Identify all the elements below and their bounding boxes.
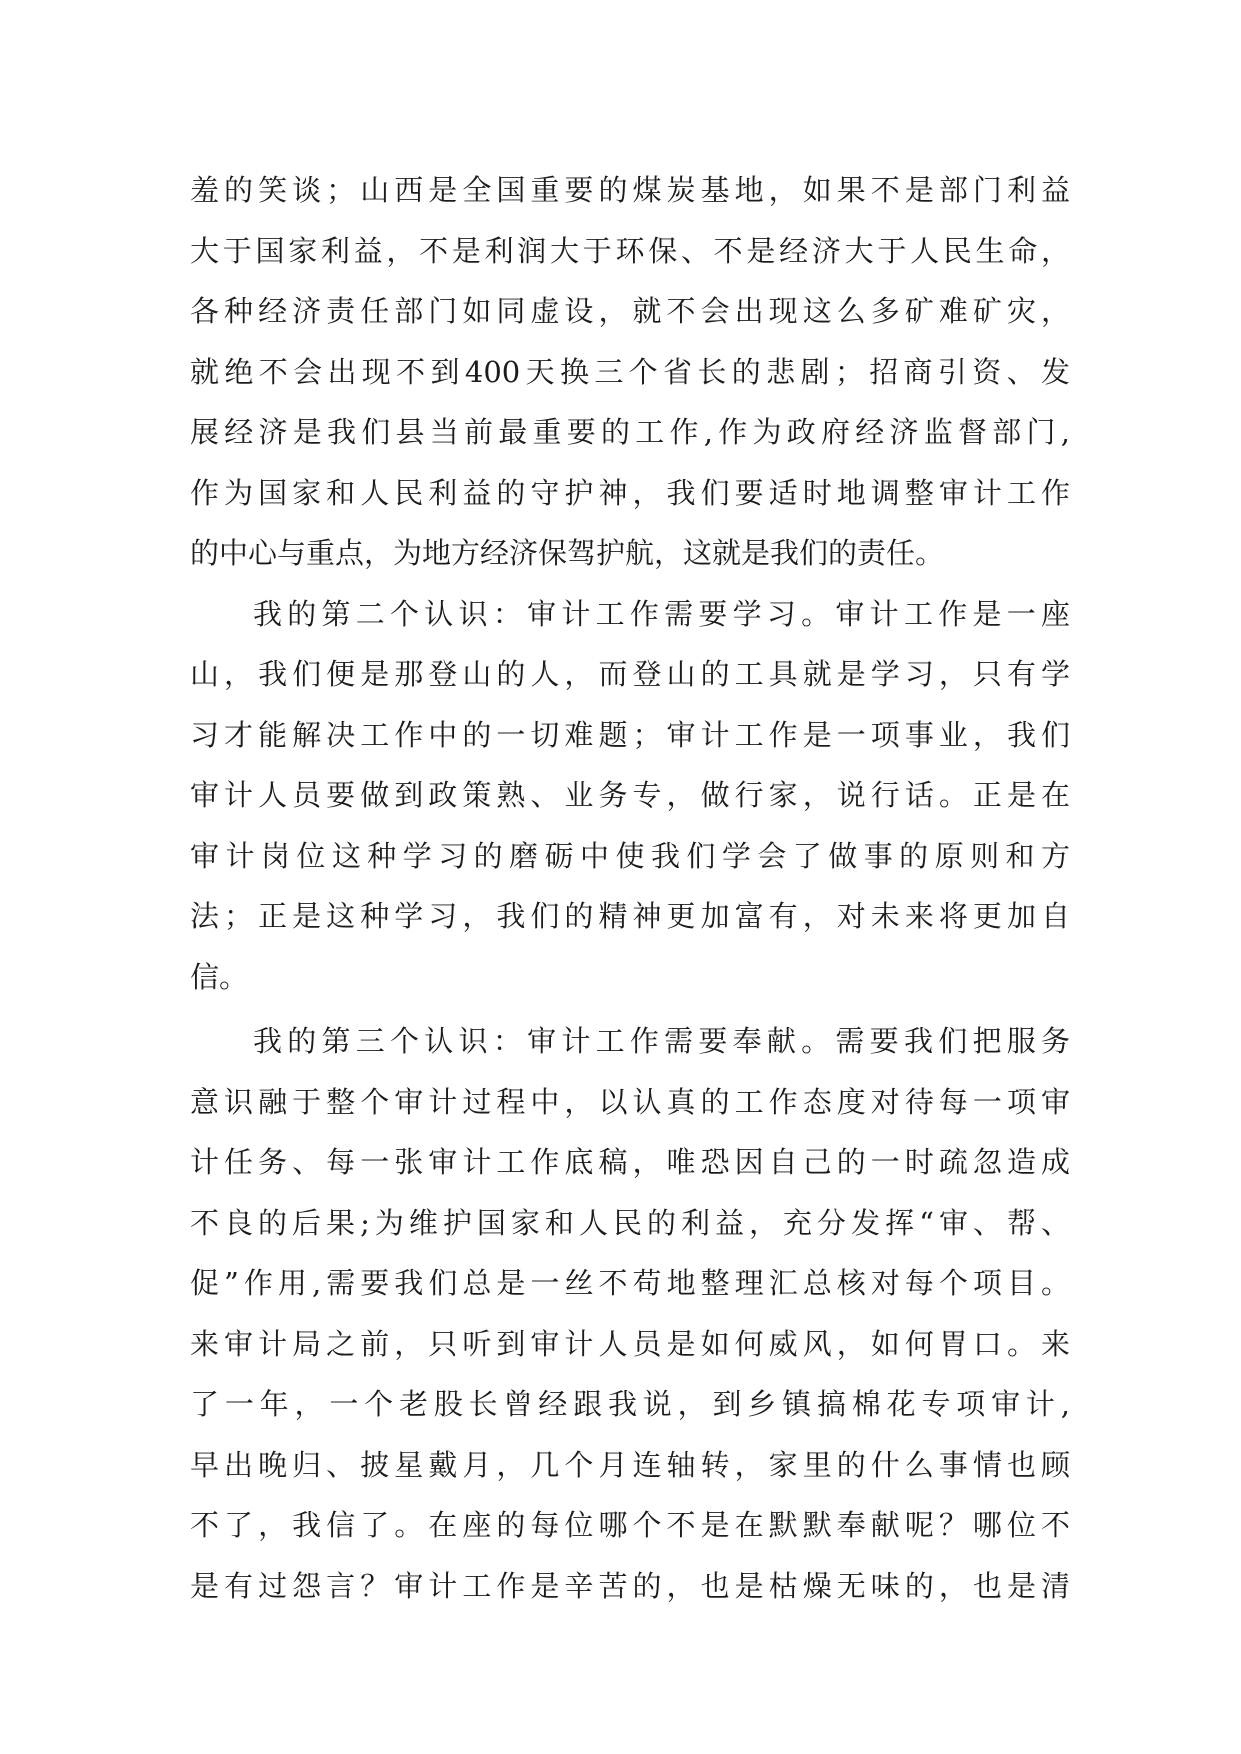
text-line: 习才能解决工作中的一切难题；审计工作是一项事业，我们	[190, 717, 1070, 752]
text-line: 法；正是这种学习，我们的精神更加富有，对未来将更加自	[190, 899, 1070, 933]
paragraph-start-line: 我的第三个认识：审计工作需要奉献。需要我们把服务	[253, 1024, 1070, 1058]
text-line: 不良的后果;为维护国家和人民的利益，充分发挥“审、帮、	[190, 1205, 1070, 1240]
text-line: 审计人员要做到政策熟、业务专，做行家，说行话。正是在	[190, 778, 1070, 812]
text-line: 大于国家利益，不是利润大于环保、不是经济大于人民生命，	[190, 233, 1070, 268]
text-line: 作为国家和人民利益的守护神，我们要适时地调整审计工作	[190, 475, 1070, 510]
text-line: 促”作用,需要我们总是一丝不苟地整理汇总核对每个项目。	[190, 1266, 1070, 1300]
text-line: 各种经济责任部门如同虚设，就不会出现这么多矿难矿灾，	[190, 294, 1070, 328]
paragraph-start-line: 我的第二个认识：审计工作需要学习。审计工作是一座	[253, 596, 1070, 631]
text-line: 审计岗位这种学习的磨砺中使我们学会了做事的原则和方	[190, 838, 1070, 873]
text-line: 来审计局之前，只听到审计人员是如何威风，如何胃口。来	[190, 1326, 1070, 1361]
text-line: 信。	[190, 959, 249, 994]
text-line: 不了，我信了。在座的每位哪个不是在默默奉献呢？哪位不	[190, 1508, 1070, 1542]
text-line: 羞的笑谈；山西是全国重要的煤炭基地，如果不是部门利益	[190, 173, 1070, 207]
body-text	[190, 160, 1070, 1616]
text-line: 早出晚归、披星戴月，几个月连轴转，家里的什么事情也顾	[190, 1447, 1070, 1482]
text-line: 的中心与重点，为地方经济保驾护航，这就是我们的责任。	[190, 536, 945, 570]
text-line: 山，我们便是那登山的人，而登山的工具就是学习，只有学	[190, 657, 1070, 691]
text-line: 展经济是我们县当前最重要的工作,作为政府经济监督部门,	[190, 415, 1070, 449]
text-line: 了一年，一个老股长曾经跟我说，到乡镇搞棉花专项审计,	[190, 1387, 1070, 1421]
text-line: 意识融于整个审计过程中，以认真的工作态度对待每一项审	[190, 1084, 1070, 1119]
text-line: 计任务、每一张审计工作底稿，唯恐因自己的一时疏忽造成	[190, 1145, 1070, 1179]
text-line: 是有过怨言？审计工作是辛苦的，也是枯燥无味的，也是清	[190, 1568, 1070, 1603]
text-line: 就绝不会出现不到400天换三个省长的悲剧；招商引资、发	[190, 354, 1070, 389]
